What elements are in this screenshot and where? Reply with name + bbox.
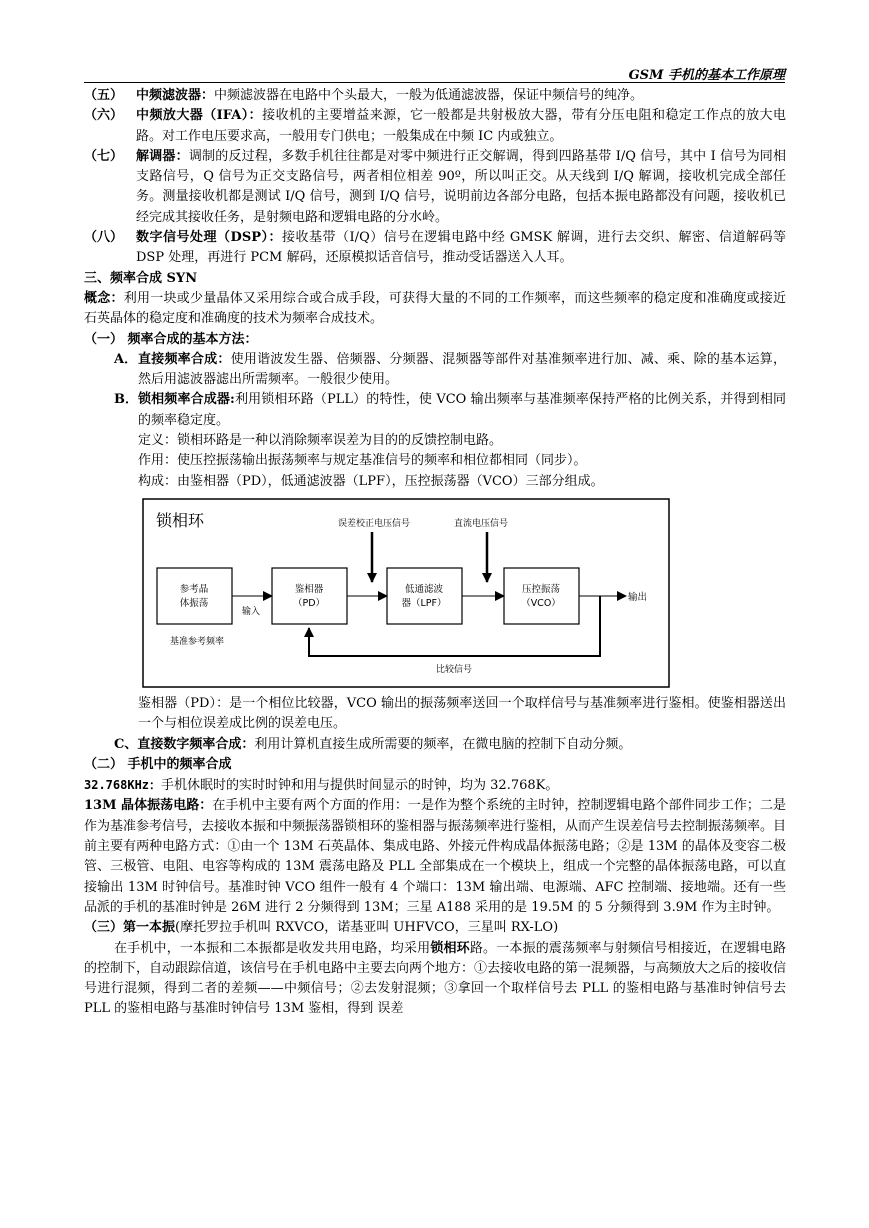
rtc-paragraph <box>84 775 786 796</box>
vco-label-2: （VCO） <box>521 597 561 609</box>
lo-text-pre: 在手机中，一本振和二本振都是收发共用电路，均采用 <box>114 940 431 956</box>
method-term: 锁相频率合成器: <box>138 392 235 408</box>
item-text: 接收基带（I/Q）信号在逻辑电路中经 GMSK 解调，进行去交织、解密、信道解码等 DSP 处理，再进行 PCM 解码，还原模拟话音信号，推动受话器送入人耳。 <box>136 230 786 266</box>
lo-text-bold: 锁相环 <box>430 940 470 956</box>
low-pass-filter-label-1: 低通滤波 <box>404 583 444 595</box>
concept-paragraph <box>84 289 786 330</box>
phase-detector-description: 鉴相器（PD）：是一个相位比较器，VCO 输出的振荡频率送回一个取样信号与基准频率进行鉴相。使鉴相器送出一个与相位误差成比例的误差电压。 <box>138 695 786 732</box>
item-text: 调制的反过程，多数手机往往都是对零中频进行正交解调，得到四路基带 I/Q 信号，其中 I 信号为同相支路信号，Q 信号为正交支路信号，两者相位相差 90º，所以叫正交。从天线到 I/Q 解调，接收机完成全部任务。测量接收机都是测试 I/Q 信号，测到 I/Q 信号，说明前边各部分电路，包括本振电路都没有问题，接收机已经完成其接收任务，是射频电路和逻辑电路的分水岭。 <box>136 148 786 225</box>
pll-definition: 定义：锁相环路是一种以消除频率误差为目的的反馈控制电路。 <box>138 433 503 449</box>
osc13-paragraph <box>84 796 786 918</box>
item-term: 中频放大器（IFA）： <box>136 108 263 124</box>
method-number: B． <box>114 392 138 408</box>
lo-text-post: 路。一本振的震荡频率与射频信号相接近，在逻辑电路的控制下，自动跟踪信道，该信号在手机电路中主要去向两个地方：①去接收电路的第一混频器，与高频放大之后的接收信号进行混频，得到二者的差频——中频信号；②去发射混频；③拿回一个取样信号去 PLL 的鉴相电路与基准时钟信号去 PLL 的鉴相电路与基准时钟信号 13M 鉴相，得到 误差 <box>84 940 787 1017</box>
method-b <box>84 390 786 431</box>
osc13-term: 13M 晶体振荡电路： <box>84 798 213 814</box>
section-heading: 三、频率合成 SYN <box>84 270 198 286</box>
list-item-7 <box>84 147 786 228</box>
item-term: 数字信号处理（DSP）： <box>136 230 283 246</box>
method-c-term: C、直接数字频率合成： <box>114 736 255 752</box>
subsection-heading-1: （一） 频率合成的基本方法： <box>84 331 258 347</box>
concept-term: 概念： <box>84 290 124 306</box>
vco-label-1: 压控振荡 <box>521 583 561 595</box>
phase-detector-block <box>272 568 347 624</box>
running-header: GSM 手机的基本工作原理 <box>628 68 785 83</box>
phase-detector-label-1: 鉴相器 <box>294 583 324 595</box>
method-number: A． <box>114 351 138 367</box>
dc-voltage-label: 直流电压信号 <box>454 518 509 529</box>
list-item-6 <box>84 106 786 147</box>
method-text: 利用锁相环路（PLL）的特性，使 VCO 输出频率与基准频率保持严格的比例关系，并得到相同的频率稳定度。 <box>138 392 786 428</box>
method-text: 使用谐波发生器、倍频器、分频器、混频器等部件对基准频率进行加、减、乘、除的基本运算，然后用滤波器滤出所需频率。一般很少使用。 <box>138 351 786 388</box>
subsection-3-note: (摩托罗拉手机叫 RXVCO，诺基亚叫 UHFVCO，三星叫 RX-LO) <box>175 920 559 936</box>
low-pass-filter-label-2: 器（LPF） <box>401 597 447 609</box>
item-number: （七） <box>84 148 124 164</box>
item-number: （六） <box>84 108 124 124</box>
header-rule <box>84 82 785 83</box>
method-term: 直接频率合成： <box>138 351 231 367</box>
subsection-heading-2: （二） 手机中的频率合成 <box>84 756 232 772</box>
pll-diagram-svg <box>142 498 670 688</box>
compare-signal-label: 比较信号 <box>436 664 473 675</box>
rtc-term: 32.768KHz： <box>84 778 162 793</box>
rtc-text: 手机休眠时的实时时钟和用与提供时间显示的时钟，均为 32.768K。 <box>161 778 559 794</box>
item-term: 中频滤波器： <box>136 88 215 103</box>
reference-frequency-label: 基准参考频率 <box>170 636 225 647</box>
local-oscillator-paragraph <box>84 939 786 1020</box>
error-voltage-label: 误差校正电压信号 <box>338 518 411 529</box>
low-pass-filter-block <box>387 568 462 624</box>
pll-composition: 构成：由鉴相器（PD），低通滤波器（LPF），压控振荡器（VCO）三部分组成。 <box>138 473 604 489</box>
diagram-title: 锁相环 <box>156 510 205 530</box>
osc13-text: 在手机中主要有两个方面的作用：一是作为整个系统的主时钟，控制逻辑电路个部件同步工作；二是作为基准参考信号，去接收本振和中频振荡器锁相环的鉴相器与振荡频率进行鉴相，从而产生误差信号去控制振荡频率。目前主要有两种电路方式：①由一个 13M 石英晶体、集成电路、外接元件构成晶体振荡电路；②是 13M 的晶体及变容二极管、三极管、电阻、电容等构成的 13M 震荡电路及 PLL 全部集成在一个模块上，组成一个完整的晶体振荡电路，可以直接输出 13M 时钟信号。基准时钟 VCO 组件一般有 4 个端口：13M 输出端、电源端、AFC 控制端、接地端。还有一些品派的手机的基准时钟是 26M 进行 2 分频得到 13M；三星 A188 采用的是 19.5M 的 5 分频得到 3.9M 作为主时钟。 <box>84 798 787 915</box>
item-text: 中频滤波器在电路中个头最大，一般为低通滤波器，保证中频信号的纯净。 <box>214 88 644 103</box>
subsection-3-title: （三）第一本振 <box>84 920 176 936</box>
subsection-heading-3 <box>84 918 786 938</box>
reference-crystal-label-2: 体振荡 <box>179 597 209 609</box>
pll-block-diagram <box>142 498 670 688</box>
item-text: 接收机的主要增益来源，它一般都是共射极放大器，带有分压电阻和稳定工作点的放大电路。对工作电压要求高，一般用专门供电；一般集成在中频 IC 内或独立。 <box>136 108 786 144</box>
method-c-text: 利用计算机直接生成所需要的频率，在微电脑的控制下自动分频。 <box>254 736 632 752</box>
item-number: （八） <box>84 230 124 246</box>
item-term: 解调器： <box>136 148 189 164</box>
reference-crystal-block <box>157 568 232 624</box>
phase-detector-label-2: （PD） <box>292 597 326 609</box>
concept-text: 利用一块或少量晶体又采用综合或合成手段，可获得大量的不同的工作频率，而这些频率的稳定度和准确度或接近石英晶体的稳定度和准确度的技术为频率合成技术。 <box>84 290 786 327</box>
input-label: 输入 <box>242 606 261 617</box>
vco-block <box>504 568 579 624</box>
list-item-5 <box>84 86 786 106</box>
reference-crystal-label-1: 参考晶 <box>179 583 209 595</box>
pll-function: 作用：使压控振荡输出振荡频率与规定基准信号的频率和相位都相同（同步）。 <box>138 453 587 469</box>
list-item-8 <box>84 228 786 269</box>
method-a <box>84 350 786 391</box>
document-body <box>84 86 786 1020</box>
method-c <box>84 735 786 755</box>
item-number: （五） <box>84 88 124 103</box>
output-label: 输出 <box>628 591 648 603</box>
